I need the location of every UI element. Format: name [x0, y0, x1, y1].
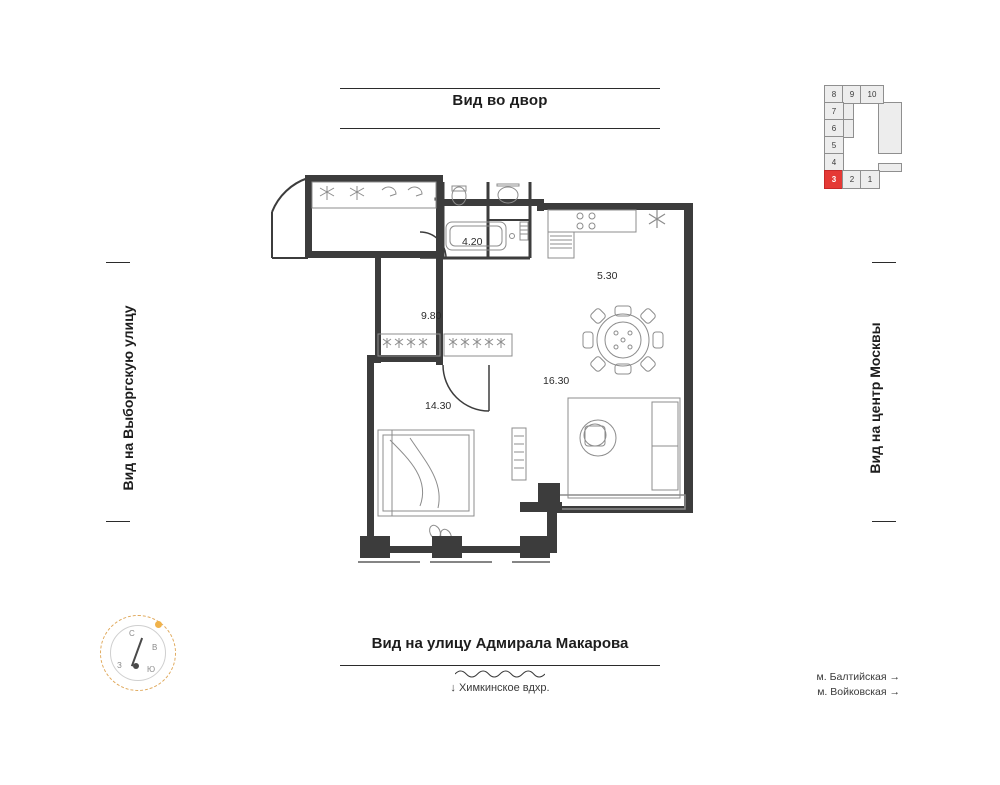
view-label-vyborgskaya: Вид на Выборгскую улицу — [120, 305, 136, 491]
keyplan-section-7[interactable]: 7 — [824, 102, 844, 121]
keyplan-section-3[interactable]: 3 — [824, 170, 844, 189]
keyplan-section-10[interactable]: 10 — [860, 85, 884, 104]
compass-south-label: Ю — [147, 665, 156, 674]
compass — [100, 615, 176, 691]
metro-list — [760, 670, 900, 700]
water-note — [400, 682, 600, 694]
water-arrow: ↓ — [450, 682, 456, 694]
left-label-rule-bottom — [106, 521, 130, 522]
compass-west-label: З — [117, 661, 122, 670]
view-label-admirala-makarova: Вид на улицу Адмирала Макарова — [371, 635, 629, 652]
metro-item: м. Балтийская → — [816, 671, 900, 683]
compass-north-label: С — [129, 629, 135, 638]
keyplan-section-1[interactable]: 1 — [860, 170, 880, 189]
keyplan-section-4[interactable]: 4 — [824, 153, 844, 172]
keyplan-block — [878, 102, 902, 154]
keyplan-section-5[interactable]: 5 — [824, 136, 844, 155]
top-label-rule-bottom — [340, 128, 660, 129]
sun-icon — [155, 621, 162, 628]
wave-icon — [455, 668, 545, 678]
right-label-rule-top — [872, 262, 896, 263]
keyplan-section-6[interactable]: 6 — [824, 119, 844, 138]
keyplan-section-8[interactable]: 8 — [824, 85, 844, 104]
view-label-courtyard: Вид во двор — [452, 92, 548, 109]
room-area-hall: 9.80 — [421, 310, 442, 322]
bottom-label-rule — [340, 665, 660, 666]
compass-pivot-icon — [133, 663, 139, 669]
floorplan-drawing — [250, 150, 720, 590]
view-label-moscow-center: Вид на центр Москвы — [867, 322, 883, 474]
metro-item: м. Войковская → — [817, 686, 900, 698]
room-area-kitchen: 5.30 — [597, 270, 618, 282]
room-area-bath: 4.20 — [462, 236, 483, 248]
keyplan-block — [878, 163, 902, 172]
building-keyplan[interactable] — [824, 85, 904, 215]
water-label: Химкинское вдхр. — [458, 682, 550, 694]
compass-east-label: В — [152, 643, 158, 652]
room-area-living: 16.30 — [543, 375, 570, 387]
left-label-rule-top — [106, 262, 130, 263]
room-area-bedroom: 14.30 — [425, 400, 452, 412]
keyplan-section-2[interactable]: 2 — [842, 170, 862, 189]
top-label-rule-top — [340, 88, 660, 89]
keyplan-section-9[interactable]: 9 — [842, 85, 862, 104]
right-label-rule-bottom — [872, 521, 896, 522]
compass-inner-ring — [110, 625, 166, 681]
